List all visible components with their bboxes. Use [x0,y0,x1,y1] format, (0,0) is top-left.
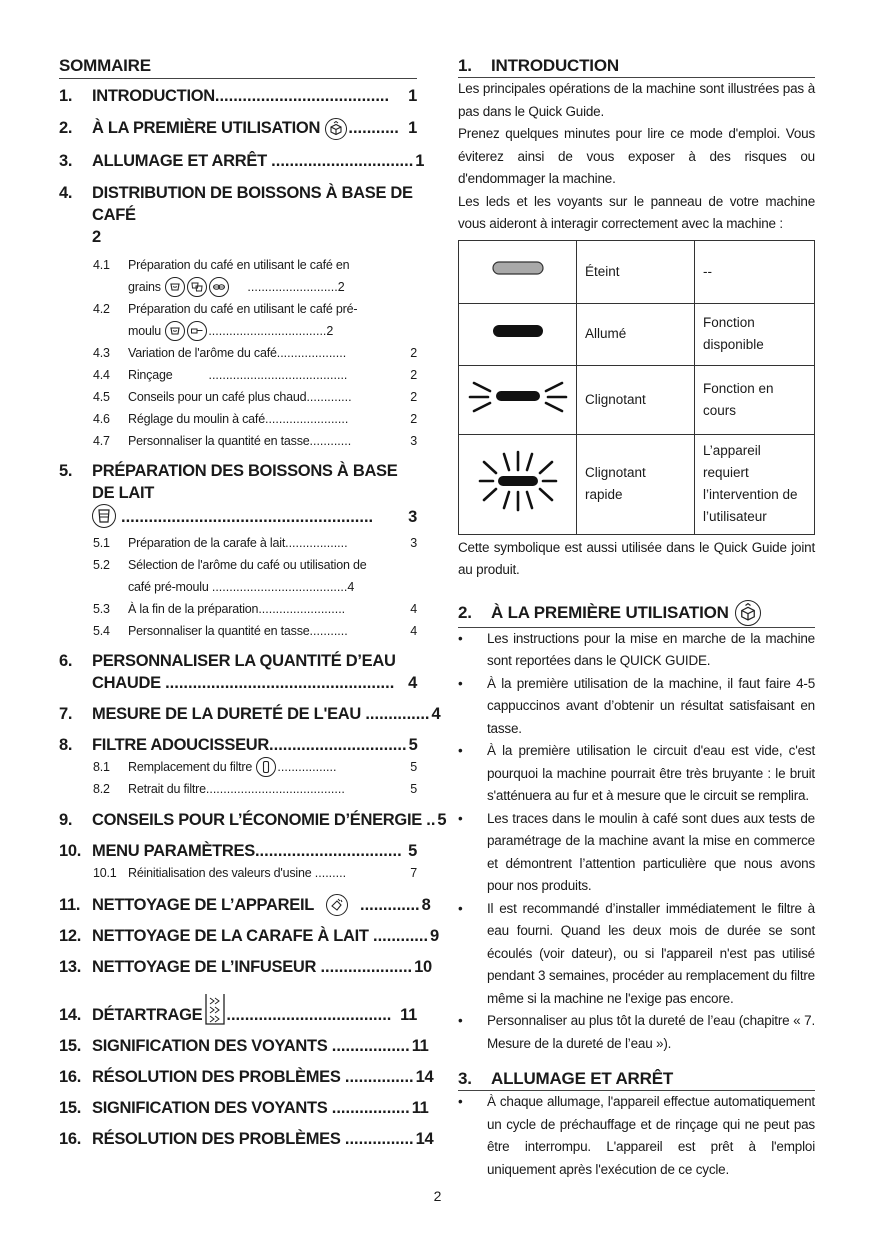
led-fast-blinking-icon [459,434,577,534]
toc-entry-5-2[interactable]: 5.2 Sélection de l'arôme du café ou utilisation de café pré-moulu .......................................4 [93,557,367,594]
first-use-bullets [458,628,815,1056]
list-item: • Personnaliser au plus tôt la dureté de l’eau (chapitre « 7. Mesure de la dureté de l’eau »). [458,1010,815,1055]
toc-entry-11[interactable]: 11. NETTOYAGE DE L’APPAREIL ............. 8 [59,894,417,917]
led-state-label: Éteint [577,240,695,303]
toc-entry-4-4[interactable]: 4.4 Rinçage ........................................ 2 [93,367,417,382]
page-number: 2 [433,1188,442,1204]
led-state-label: Clignotant [577,365,695,434]
toc-entry-15[interactable]: 15. SIGNIFICATION DES VOYANTS ................. 11 [59,1037,429,1056]
toc-entry-4-2[interactable]: 4.2 Préparation du café en utilisant le café pré- moulu ..................................2 [59,298,417,342]
list-item: • À la première utilisation le circuit d'eau est vide, c'est pourquoi la machine pourrait être très bruyante : le bruit s'atténuera au fur et à mesure que le circuit se remplira. [458,740,815,808]
toc-entry-8-2[interactable]: 8.2 Retrait du filtre........................................ 5 [93,781,417,796]
coffee-beans-icon [209,277,229,297]
toc-entry-4-3[interactable]: 4.3 Variation de l'arôme du café.................... 2 [93,345,417,360]
led-row-fast-blinking [459,434,815,534]
toc-entry-5-1[interactable]: 5.1 Préparation de la carafe à lait.................. 3 [93,535,417,550]
section-heading-first-use: 2. À LA PREMIÈRE UTILISATION [458,600,815,628]
cup-box-icon [325,118,347,140]
toc-entry-8[interactable]: 8. FILTRE ADOUCISSEUR.............................. 5 [59,735,418,754]
toc-entry-14[interactable]: 14. DÉTARTRAGE .................................... 11 [59,992,417,1026]
intro-paragraph-1: Les principales opérations de la machine sont illustrées pas à pas dans le Quick Guide. [458,81,815,119]
intro-paragraph-2: Prenez quelques minutes pour lire ce mode d'emploi. Vous éviterez ainsi de vous exposer à des risques ou d'endommager la machine. [458,126,815,186]
led-row-on [459,303,815,365]
toc-entry-7[interactable]: 7. MESURE DE LA DURETÉ DE L'EAU .............. 4 [59,704,441,723]
led-meaning-label: Fonction disponible [695,303,815,365]
toc-entry-8-1[interactable]: 8.1 Remplacement du filtre ................. 5 [59,756,417,778]
cup-icon [165,321,185,341]
intro-paragraph-3: Les leds et les voyants sur le panneau de votre machine vous aideront à interagir correctement avec la machine : [458,193,815,231]
cleaning-hand-icon [326,894,348,916]
toc-entry-15-repeat[interactable]: 15. SIGNIFICATION DES VOYANTS ................. 11 [59,1099,429,1118]
descaling-icon [204,992,226,1026]
power-bullets [458,1091,815,1181]
led-state-label: Clignotant rapide [577,434,695,534]
toc-entry-3[interactable]: 3. ALLUMAGE ET ARRÊT ............................... 1 [59,151,425,170]
toc-entry-10-1[interactable]: 10.1 Réinitialisation des valeurs d'usine ......... 7 [93,865,417,880]
section-heading-introduction: 1. INTRODUCTION [458,56,815,78]
toc-entry-4-7[interactable]: 4.7 Personnaliser la quantité en tasse............ 3 [93,433,417,448]
toc-entry-16[interactable]: 16. RÉSOLUTION DES PROBLÈMES ............... 14 [59,1068,434,1087]
led-row-blinking [459,365,815,434]
toc-entry-5-dots: ....................................................... 3 [121,507,417,526]
led-meaning-label: -- [695,240,815,303]
led-status-table [458,240,815,535]
cup-box-icon [735,600,761,626]
cup-icon [165,277,185,297]
led-on-icon [459,303,577,365]
toc-entry-4-6[interactable]: 4.6 Réglage du moulin à café........................ 2 [93,411,417,426]
led-off-icon [459,240,577,303]
double-cup-icon [187,277,207,297]
led-state-label: Allumé [577,303,695,365]
toc-title: SOMMAIRE [59,56,417,79]
toc-entry-5[interactable]: 5. PRÉPARATION DES BOISSONS À BASE DE LAIT [59,460,417,528]
led-meaning-label: Fonction en cours [695,365,815,434]
water-filter-icon [256,757,276,777]
table-of-contents [59,56,447,1150]
list-item: • À chaque allumage, l'appareil effectue automatiquement un cycle de préchauffage et de rinçage qui ne peut pas être interrompu. L'appareil est prêt à l'emploi uniquement après l'exécution de ce cycle. [458,1091,815,1181]
section-heading-power: 3. ALLUMAGE ET ARRÊT [458,1069,815,1091]
toc-entry-4-1[interactable]: 4.1 Préparation du café en utilisant le café en grains ..........................2 [59,254,417,298]
toc-entry-4-5[interactable]: 4.5 Conseils pour un café plus chaud............. 2 [93,389,417,404]
toc-entry-16-repeat[interactable]: 16. RÉSOLUTION DES PROBLÈMES ............... 14 [59,1130,434,1149]
intro-paragraph-4: Cette symbolique est aussi utilisée dans le Quick Guide joint au produit. [458,539,815,577]
content-column [458,56,815,1181]
led-meaning-label: L’appareil requiert l’intervention de l’utilisateur [695,434,815,534]
toc-entry-6[interactable]: 6. PERSONNALISER LA QUANTITÉ D’EAU CHAUDE .................................................. 4 [59,651,417,692]
led-blinking-icon [459,365,577,434]
ground-coffee-scoop-icon [187,321,207,341]
list-item: • Les traces dans le moulin à café sont dues aux tests de paramétrage de la machine avant la mise en commerce et démontrent l’attention particulière que nous avons pour nos produits. [458,808,815,898]
list-item: • Il est recommandé d’installer immédiatement le filtre à eau fourni. Quand les deux mois de durée se sont écoulés (voir dateur), ou si l'appareil n'est pas utilisé pendant 3 semaines, procéder au remplacement du filtre même si la machine ne l'exige pas encore. [458,898,815,1011]
toc-entry-5-3[interactable]: 5.3 À la fin de la préparation......................... 4 [93,601,417,616]
toc-entry-13[interactable]: 13. NETTOYAGE DE L’INFUSEUR .................... 10 [59,958,432,977]
toc-entry-2[interactable]: 2. À LA PREMIÈRE UTILISATION ........... 1 [59,117,417,140]
toc-entry-12[interactable]: 12. NETTOYAGE DE LA CARAFE À LAIT ............ 9 [59,927,439,946]
led-row-off [459,240,815,303]
toc-entry-5-4[interactable]: 5.4 Personnaliser la quantité en tasse........... 4 [93,623,417,638]
toc-entry-4[interactable]: 4. DISTRIBUTION DE BOISSONS À BASE DE CAFÉ 2 [59,183,413,246]
toc-entry-1[interactable]: 1. INTRODUCTION...................................... 1 [59,87,417,105]
list-item: • Les instructions pour la mise en marche de la machine sont reportées dans le QUICK GUIDE. [458,628,815,673]
list-item: • À la première utilisation de la machine, il faut faire 4-5 cappuccinos avant d’obtenir un résultat satisfaisant en tasse. [458,673,815,741]
milk-carafe-icon [92,504,116,528]
toc-entry-9[interactable]: 9. CONSEILS POUR L’ÉCONOMIE D’ÉNERGIE .. 5 [59,810,447,829]
toc-entry-10[interactable]: 10. MENU PARAMÈTRES................................ 5 [59,841,417,860]
